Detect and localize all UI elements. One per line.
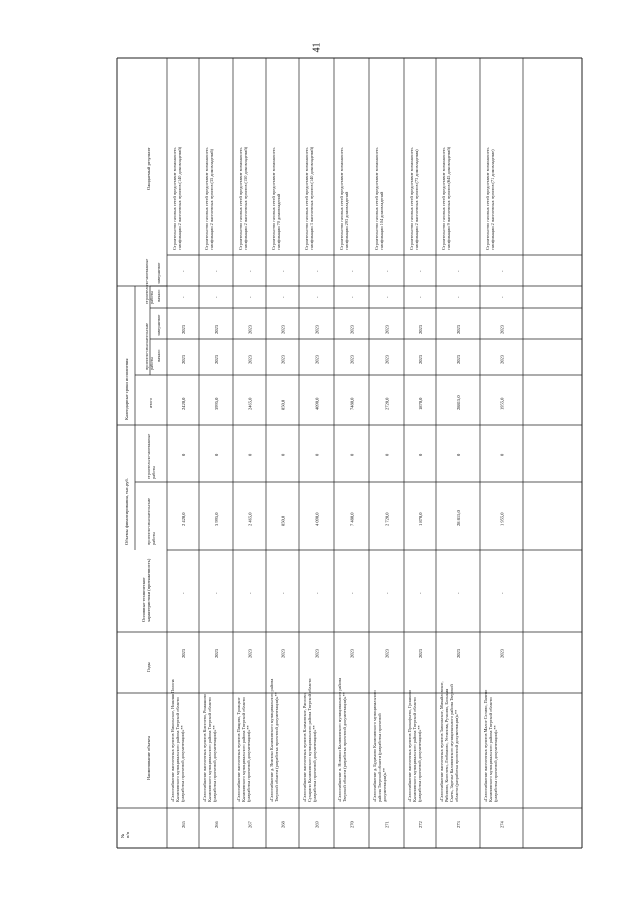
page-number: 41 (311, 42, 323, 53)
row-num: 270 (349, 821, 355, 828)
row-c-start: - (214, 296, 219, 298)
header-dates-design: проектно-изыскательскиеработы (143, 322, 154, 370)
row-chars: - (214, 592, 219, 594)
row-name: «Газоснабжение населенных пунктов Киселево, РомашиноКалининского муниципального района Тверской области(разработка проектной документации)»** (202, 693, 217, 802)
row-total: 1955,0 (499, 397, 505, 410)
row-construction: 0 (418, 453, 423, 456)
row-c-start: - (181, 296, 186, 298)
row-construction: 0 (456, 453, 461, 456)
row-d-start: 2023 (214, 355, 219, 364)
header-dates-group: Календарные сроки исполнения (124, 358, 129, 420)
row-d-start: 2023 (280, 355, 286, 364)
row-result: Строительство газовых сетей предоставит возможностьгазификации 2 населенных пунктов (71 домовладение) (485, 147, 495, 250)
row-c-end: - (214, 270, 219, 272)
row-chars: - (418, 592, 423, 594)
row-num: 265 (181, 821, 186, 828)
header-name: Наименование объекта (146, 735, 151, 780)
row-result: Строительство газовых сетей предоставит возможностьгазификации 104 домовладений (374, 147, 384, 250)
row-chars: - (280, 592, 286, 594)
row-num: 274 (499, 821, 505, 828)
row-c-end: - (280, 270, 286, 272)
row-chars: - (349, 592, 355, 594)
row-c-start: - (456, 296, 461, 298)
row-name: «Газоснабжение населенных пунктов Малое Селино, ПаненоКалининского муниципального района Тверской области(разработка проектной документации)»** (483, 689, 498, 802)
row-year: 2023 (384, 649, 390, 658)
row-total: 28815,0 (456, 395, 461, 410)
row-design: 1 955,0 (499, 512, 505, 526)
row-name: «Газоснабжение п. Новинки Калининского муниципального районаТверской области (разработка проектной документации)»** (337, 677, 347, 802)
header-dates-construction: строительно-монтажныеработы (143, 258, 154, 304)
row-result: Строительство газовых сетей предоставит возможностьгазификации 2 населенных пунктов (35 домовладений) (204, 147, 214, 250)
row-construction: 0 (247, 453, 253, 456)
row-year: 2023 (247, 649, 253, 658)
row-design: 850,0 (280, 515, 286, 526)
row-total: 3995,0 (214, 397, 219, 410)
row-c-end: - (181, 270, 186, 272)
row-result: Строительство газовых сетей предоставит возможностьгазификации 2 населенных пунктов (140 домовладений) (172, 146, 182, 250)
row-d-end: 2023 (456, 325, 461, 334)
header-construction-work: строительно-монтажныеработы (145, 433, 156, 479)
row-result: Строительство газовых сетей предоставит возможностьгазификации 293 домовладений (339, 147, 349, 250)
row-num: 268 (280, 821, 286, 828)
row-c-end: - (456, 270, 461, 272)
row-total: 4090,0 (314, 397, 320, 410)
row-design: 28 815,0 (456, 510, 461, 526)
row-num: 267 (247, 821, 253, 828)
row-year: 2023 (499, 649, 505, 658)
row-d-start: 2023 (384, 355, 390, 364)
row-c-end: - (499, 270, 505, 272)
row-total: 7480,0 (349, 397, 355, 410)
row-num: 269 (314, 821, 320, 828)
row-name: «Газоснабжение населенных пунктов Пищино, ТроицкоеКалининского муниципального района Тверской области(разработка проектной документации)»** (236, 697, 251, 802)
row-num: 273 (456, 821, 461, 828)
row-design: 4 090,0 (314, 512, 320, 526)
row-c-end: - (314, 270, 320, 272)
row-result: Строительство газовых сетей предоставит возможностьгазификации 70 домовладений (271, 147, 281, 250)
row-d-start: 2023 (349, 355, 355, 364)
row-total: 850,0 (280, 399, 286, 410)
row-c-end: - (247, 270, 253, 272)
row-design: 2 720,0 (384, 512, 390, 526)
row-design: 7 480,0 (349, 512, 355, 526)
row-chars: - (499, 592, 505, 594)
row-result: Строительство газовых сетей предоставит возможностьгазификации 9 населенных пунктов (645 домовладений) (441, 146, 451, 250)
row-num: 271 (384, 821, 390, 828)
row-construction: 0 (349, 453, 355, 456)
row-d-start: 2023 (418, 355, 423, 364)
row-total: 2720,0 (384, 397, 390, 410)
row-d-end: 2023 (314, 325, 320, 334)
row-d-end: 2023 (280, 325, 286, 334)
row-design: 1 870,0 (418, 512, 423, 526)
header-result: Ожидаемый результат (146, 147, 151, 190)
header-end-2: завершение (156, 262, 161, 284)
row-year: 2023 (418, 649, 423, 658)
row-c-end: - (418, 270, 423, 272)
row-result: Строительство газовых сетей предоставит возможностьгазификации 3 населенных пунктов (140 домовладений) (304, 146, 314, 250)
row-d-start: 2023 (247, 355, 253, 364)
header-years: Годы (146, 662, 151, 672)
row-chars: - (247, 592, 253, 594)
row-d-end: 2023 (499, 325, 505, 334)
header-start: начало (156, 349, 161, 362)
row-d-end: 2023 (214, 325, 219, 334)
row-d-end: 2023 (181, 325, 186, 334)
row-design: 3 995,0 (214, 512, 219, 526)
row-d-end: 2023 (349, 325, 355, 334)
header-num: №п/п (120, 831, 131, 838)
row-result: Строительство газовых сетей предоставит возможностьгазификации 2 населенных пунктов (150 домовладений) (238, 146, 248, 250)
row-year: 2023 (280, 649, 286, 658)
row-c-start: - (247, 296, 253, 298)
row-d-end: 2023 (418, 325, 423, 334)
row-total: 2465,0 (247, 397, 253, 410)
row-chars: - (314, 592, 320, 594)
row-construction: 0 (314, 453, 320, 456)
row-d-start: 2023 (181, 355, 186, 364)
row-year: 2023 (181, 649, 186, 658)
row-chars: - (456, 592, 461, 594)
header-total: итого (148, 397, 153, 408)
row-name: «Газоснабжение населенных пунктов Заволжское, Михайловское,Рябиново, Киселево, Любимово, Устинова, Ручкино, БольшаяСметь, Заречье Калининского муниципального района Тверскойобласти (разработка проектной документации)»** (439, 681, 459, 802)
row-c-start: - (349, 296, 355, 298)
row-c-start: - (418, 296, 423, 298)
row-construction: 0 (214, 453, 219, 456)
row-name: «Газоснабжение д. Ясиноко Калининского муниципального районаТверской области (разработка проектной документации)»** (269, 678, 279, 802)
row-construction: 0 (499, 453, 505, 456)
row-design: 2 420,0 (181, 512, 186, 526)
header-end: завершение (156, 314, 161, 336)
row-year: 2023 (314, 649, 320, 658)
row-name: «Газоснабжение населенных пунктов Прокофьево, ГришковоКалининского муниципального района Тверской области(разработка проектной документации)»** (407, 689, 422, 802)
row-name: «Газоснабжение населенных пунктов Климовское, Раслово,Сухарино Калининского муниципального района Тверской области(разработка проектной документации)»** (302, 678, 317, 802)
row-construction: 0 (181, 453, 186, 456)
row-name: «Газоснабжение населенных пунктов Никольское, Нижняя ПолонаКалининского муниципального района Тверской области(разработка проектной документации)»** (170, 679, 185, 802)
row-c-end: - (384, 270, 390, 272)
row-construction: 0 (280, 453, 286, 456)
row-d-end: 2023 (247, 325, 253, 334)
row-design: 2 465,0 (247, 512, 253, 526)
row-c-end: - (349, 270, 355, 272)
row-chars: - (181, 592, 186, 594)
row-d-end: 2023 (384, 325, 390, 334)
row-c-start: - (280, 296, 286, 298)
header-volume-group: Объемы финансирования, тыс.руб. (124, 478, 129, 545)
row-total: 1870,0 (418, 397, 423, 410)
row-year: 2023 (214, 649, 219, 658)
row-d-start: 2023 (499, 355, 505, 364)
row-c-start: - (314, 296, 320, 298)
row-d-start: 2023 (456, 355, 461, 364)
row-construction: 0 (384, 453, 390, 456)
row-total: 2420,0 (181, 397, 186, 410)
row-num: 272 (418, 821, 423, 828)
header-start-2: начало (156, 289, 161, 302)
header-design-work: проектно-изыскательскиеработы (145, 497, 156, 545)
row-year: 2023 (456, 649, 461, 658)
row-d-start: 2023 (314, 355, 320, 364)
row-name: «Газоснабжение д. Будимово Калининского муниципальногорайона Тверской области (разработка проектнойдокументации)»** (372, 690, 387, 802)
row-year: 2023 (349, 649, 355, 658)
row-c-start: - (499, 296, 505, 298)
row-result: Строительство газовых сетей предоставит возможностьгазификации 2 населенных пунктов (73 домовладения) (409, 147, 419, 250)
row-chars: - (384, 592, 390, 594)
row-c-start: - (384, 296, 390, 298)
row-num: 266 (214, 821, 219, 828)
header-chars: Основные техническиехарактеристики (протяженность) (141, 558, 152, 622)
